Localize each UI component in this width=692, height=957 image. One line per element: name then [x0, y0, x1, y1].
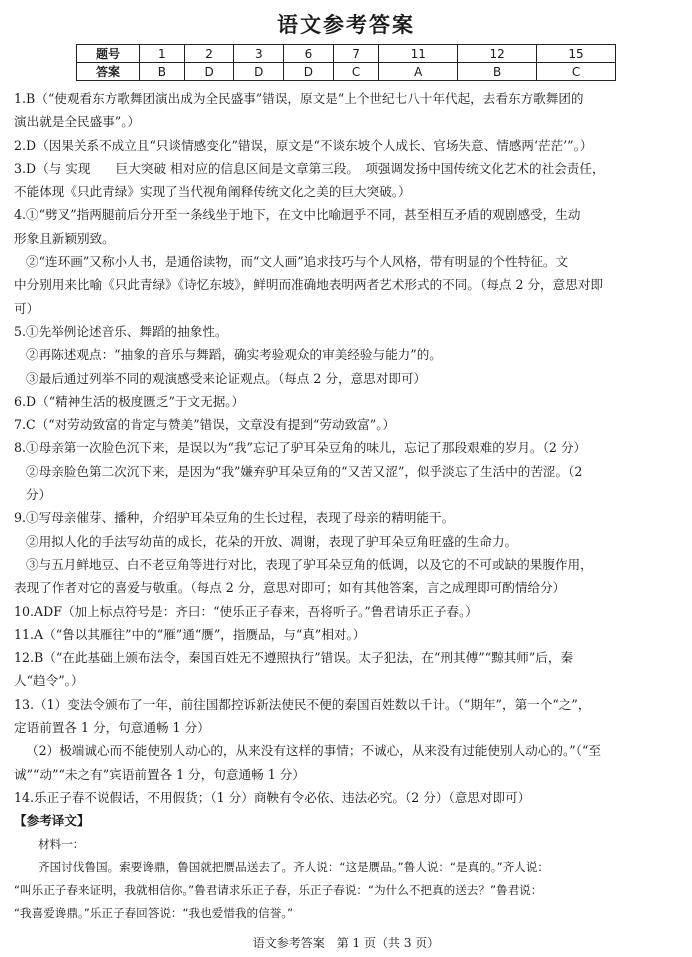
answer-line: 分） — [26, 487, 52, 503]
answer-line: 可） — [14, 300, 40, 316]
answer-line: 10.ADF（加上标点符号是：齐曰：“使乐正子春来，吾将听子。”鲁君请乐正子春。） — [14, 603, 478, 619]
answer-line: “我喜爱谗鼎。”乐正子春回答说：“我也爱惜我的信誉。” — [14, 906, 294, 921]
answer-line: 14.乐正子春不说假话，不用假货；（1 分）商鞅有令必依、违法必究。（2 分）（意思对即可） — [14, 789, 531, 805]
answer-line: ②用拟人化的手法写幼苗的成长，花朵的开放、凋谢，表现了驴耳朵豆角旺盛的生命力。 — [26, 533, 518, 549]
answer-cell: D — [284, 63, 334, 81]
answer-line: 11.A（“鲁以其雁往”中的“雁”通“赝”，指赝品，与“真”相对。） — [14, 626, 366, 642]
answer-cell: B — [140, 63, 185, 81]
answer-line: 2.D（因果关系不成立且“只谈情感变化”错误，原文是“不谈东坡个人成长、官场失意、情感两‘茫茫’”。） — [14, 137, 593, 153]
answer-line: ②母亲脸色第二次沉下来，是因为“我”嫌弃驴耳朵豆角的“又苦又涩”，似乎淡忘了生活中的苦涩。（2 — [26, 463, 583, 479]
answer-line: ②再陈述观点：“抽象的音乐与舞蹈，确实考验观众的审美经验与能力”的。 — [26, 347, 442, 363]
answer-line: 【参考译文】 — [14, 813, 90, 829]
answer-cell: D — [184, 63, 234, 81]
answer-line: 齐国讨伐鲁国。索要谗鼎，鲁国就把赝品送去了。齐人说：“这是赝品。”鲁人说：“是真的。”齐人说： — [38, 859, 549, 874]
answer-cell: A — [379, 63, 458, 81]
answer-line: 8.①母亲第一次脸色沉下来，是误以为“我”忘记了驴耳朵豆角的味儿，忘记了那段艰难的岁月。（2 分） — [14, 440, 587, 456]
answer-line: 6.D（“精神生活的极度匮乏”于文无据。） — [14, 393, 245, 409]
question-number: 2 — [184, 45, 234, 63]
answer-line: “叫乐正子春来证明，我就相信你。”鲁君请求乐正子春，乐正子春说：“为什么不把真的送去？”鲁君说： — [14, 883, 543, 898]
page-title: 语文参考答案 — [277, 12, 415, 37]
answer-line: 7.C（“对劳动致富的肯定与赞美”错误，文章没有提到“劳动致富”。） — [14, 417, 396, 433]
row-label-answer: 答案 — [77, 63, 140, 81]
answer-line: 12.B（“在此基础上颁布法令，秦国百姓无不遵照执行”错误。太子犯法，在“刑其傅”“黥其师”后，秦 — [14, 650, 574, 666]
answer-line: ②“连环画”又称小人书，是通俗读物，而“文人画”追求技巧与个人风格，带有明显的个性特征。文 — [26, 254, 569, 270]
answer-line: 中分别用来比喻《只此青绿》《诗忆东坡》，鲜明而准确地表明两者艺术形式的不同。（每点 2 分，意思对即 — [14, 277, 604, 293]
answer-row — [77, 63, 616, 81]
answer-line: 1.B（“使观看东方歌舞团演出成为全民盛事”错误，原文是“上个世纪七八十年代起，去看东方歌舞团的 — [14, 91, 584, 106]
answer-line: 不能体现《只此青绿》实现了当代视角阐释传统文化之美的巨大突破。） — [14, 184, 411, 200]
answer-line: 定语前置各 1 分，句意通畅 1 分） — [14, 720, 210, 736]
answer-line: ③最后通过列举不同的观演感受来论证观点。（每点 2 分，意思对即可） — [26, 370, 427, 386]
row-label-number: 题号 — [77, 45, 140, 63]
question-number: 6 — [284, 45, 334, 63]
question-number: 15 — [537, 45, 616, 63]
question-number: 7 — [333, 45, 379, 63]
answer-line: 诚”“动”“未之有”宾语前置各 1 分，句意通畅 1 分） — [14, 766, 305, 782]
answer-line: ③与五月鲜地豆、白不老豆角等进行对比，表现了驴耳朵豆角的低调，以及它的不可或缺的果腹作用， — [26, 556, 593, 572]
answer-line: 形象且新颖别致。 — [14, 230, 115, 246]
answer-table — [76, 44, 616, 81]
answer-line: 5.①先举例论述音乐、舞蹈的抽象性。 — [14, 323, 228, 339]
answer-cell: D — [234, 63, 284, 81]
question-number: 11 — [379, 45, 458, 63]
answer-line: 表现了作者对它的喜爱与敬重。（每点 2 分，意思对即可；如有其他答案，言之成理即可酌情给分） — [14, 580, 566, 596]
answer-line: 13.（1）变法令颁布了一年，前往国都控诉新法使民不便的秦国百姓数以千计。（“期年”，第一个“之”， — [14, 696, 591, 712]
question-number-row — [77, 45, 616, 63]
question-number: 3 — [234, 45, 284, 63]
answer-line: 材料一： — [38, 836, 85, 851]
question-number: 1 — [140, 45, 185, 63]
answer-explanations — [14, 87, 678, 926]
answer-line: （2）极端诚心而不能使别人动心的，从来没有这样的事情；不诚心，从来没有过能使别人动心的。”（“至 — [26, 743, 602, 759]
answer-line: 4.①“劈叉”指两腿前后分开至一条线坐于地下，在文中比喻迥乎不同，甚至相互矛盾的观剧感受，生动 — [14, 207, 581, 223]
question-number: 12 — [458, 45, 537, 63]
answer-line: 3.D（与 实现 巨大突破 相对应的信息区间是文章第三段。 项强调发扬中国传统文化艺术的社会责任， — [14, 160, 605, 176]
answer-cell: C — [537, 63, 616, 81]
answer-cell: C — [333, 63, 379, 81]
answer-line: 9.①写母亲催芽、播种，介绍驴耳朵豆角的生长过程，表现了母亲的精明能干。 — [14, 510, 455, 526]
page-footer: 语文参考答案 第 1 页（共 3 页） — [252, 936, 440, 950]
answer-cell: B — [458, 63, 537, 81]
answer-line: 人“趋令”。） — [14, 673, 84, 689]
answer-line: 演出就是全民盛事”。） — [14, 114, 141, 130]
